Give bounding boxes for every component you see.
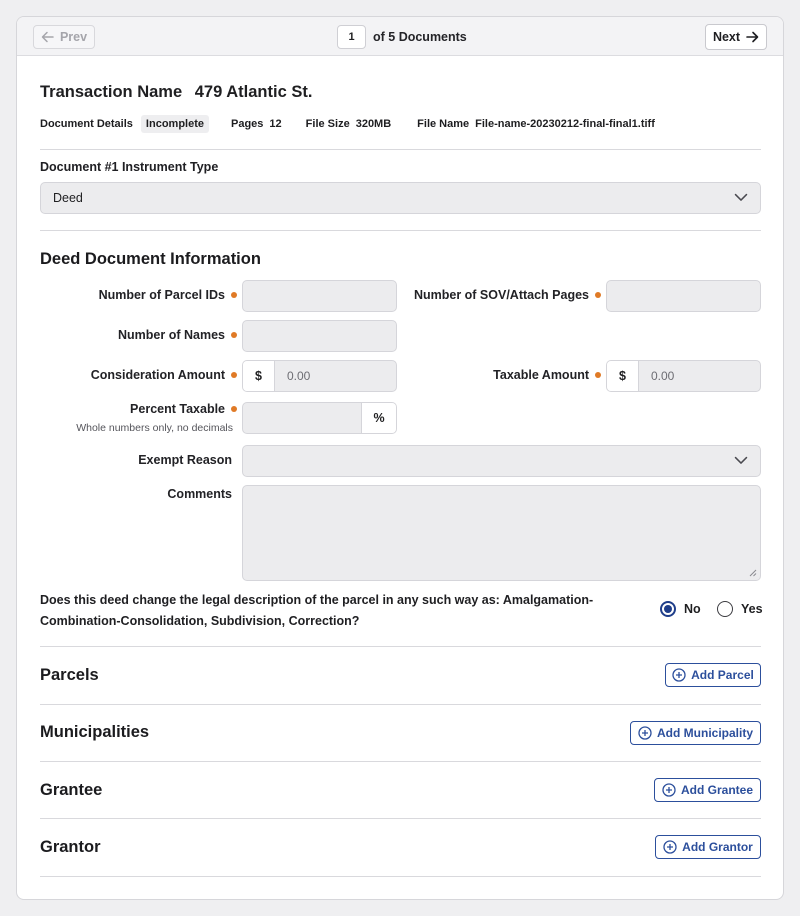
transaction-name-label: Transaction Name xyxy=(40,83,183,101)
add-municipality-label: Add Municipality xyxy=(657,726,753,740)
municipalities-heading: Municipalities xyxy=(40,723,150,741)
next-button[interactable] xyxy=(705,24,767,50)
arrow-right-icon xyxy=(746,31,759,43)
parcel-ids-input[interactable] xyxy=(242,280,397,312)
add-parcel-button[interactable] xyxy=(665,663,761,687)
radio-no-label: No xyxy=(684,602,701,616)
divider xyxy=(40,761,761,762)
plus-circle-icon xyxy=(663,840,677,854)
divider xyxy=(40,876,761,877)
prev-button[interactable] xyxy=(33,25,95,49)
sov-pages-input[interactable] xyxy=(606,280,761,312)
page-total-text: of 5 Documents xyxy=(373,30,467,44)
instrument-type-select[interactable] xyxy=(40,182,761,214)
radio-no[interactable] xyxy=(660,601,676,617)
pages-value: 12 xyxy=(269,118,282,130)
taxable-amount-placeholder: 0.00 xyxy=(651,369,675,383)
pager xyxy=(337,25,467,49)
required-indicator xyxy=(595,292,601,298)
parcel-ids-label: Number of Parcel IDs xyxy=(99,288,237,302)
grantee-heading: Grantee xyxy=(40,781,103,799)
taxable-amount-label: Taxable Amount xyxy=(493,368,601,382)
consideration-amount-input[interactable] xyxy=(242,360,397,392)
divider xyxy=(40,818,761,819)
document-details-row xyxy=(40,115,655,133)
document-nav-bar xyxy=(17,17,783,56)
add-grantee-button[interactable] xyxy=(654,778,761,802)
resize-grip-icon[interactable] xyxy=(747,567,757,577)
exempt-reason-label: Exempt Reason xyxy=(138,453,232,467)
required-indicator xyxy=(595,372,601,378)
required-indicator xyxy=(231,332,237,338)
file-name-value: File-name-20230212-final-final1.tiff xyxy=(475,118,655,130)
status-badge: Incomplete xyxy=(141,115,209,133)
plus-circle-icon xyxy=(638,726,652,740)
percent-taxable-label: Percent Taxable xyxy=(130,402,237,416)
file-name-label: File Name xyxy=(417,118,470,130)
currency-prefix: $ xyxy=(607,361,639,391)
add-municipality-button[interactable] xyxy=(630,721,761,745)
chevron-down-icon xyxy=(734,456,748,465)
exempt-reason-select[interactable] xyxy=(242,445,761,477)
percent-taxable-hint: Whole numbers only, no decimals xyxy=(76,422,233,434)
parcels-heading: Parcels xyxy=(40,666,99,684)
divider xyxy=(40,230,761,231)
percent-suffix: % xyxy=(361,403,396,433)
divider xyxy=(40,149,761,150)
add-grantor-label: Add Grantor xyxy=(682,840,753,854)
comments-textarea[interactable] xyxy=(242,485,761,581)
add-grantor-button[interactable] xyxy=(655,835,761,859)
plus-circle-icon xyxy=(672,668,686,682)
transaction-title xyxy=(40,83,312,102)
deed-info-heading: Deed Document Information xyxy=(40,250,261,268)
required-indicator xyxy=(231,372,237,378)
instrument-type-value: Deed xyxy=(53,191,83,205)
taxable-amount-input[interactable] xyxy=(606,360,761,392)
required-indicator xyxy=(231,406,237,412)
consideration-amount-placeholder: 0.00 xyxy=(287,369,311,383)
divider xyxy=(40,704,761,705)
radio-option-no[interactable] xyxy=(660,601,701,617)
consideration-amount-label: Consideration Amount xyxy=(91,368,237,382)
prev-label: Prev xyxy=(59,30,88,44)
names-input[interactable] xyxy=(242,320,397,352)
arrow-left-icon xyxy=(41,31,54,43)
required-indicator xyxy=(231,292,237,298)
radio-yes[interactable] xyxy=(717,601,733,617)
names-label: Number of Names xyxy=(118,328,237,342)
currency-prefix: $ xyxy=(243,361,275,391)
file-size-label: File Size xyxy=(305,118,350,130)
add-grantee-label: Add Grantee xyxy=(680,783,753,797)
legal-description-question: Does this deed change the legal description of the parcel in any such way as: Amalgamation-Combination-Consolidation, Subdivision, Correction? xyxy=(40,593,594,628)
next-label: Next xyxy=(712,30,741,44)
grantor-heading: Grantor xyxy=(40,838,101,856)
document-details-label: Document Details xyxy=(40,118,133,130)
pages-label: Pages xyxy=(231,118,264,130)
instrument-type-label: Document #1 Instrument Type xyxy=(40,160,219,174)
radio-yes-label: Yes xyxy=(741,602,763,616)
chevron-down-icon xyxy=(734,193,748,202)
comments-label: Comments xyxy=(167,487,232,501)
radio-option-yes[interactable] xyxy=(717,601,763,617)
add-parcel-label: Add Parcel xyxy=(691,668,754,682)
sov-pages-label: Number of SOV/Attach Pages xyxy=(414,288,601,302)
transaction-name-value: 479 Atlantic St. xyxy=(194,83,313,101)
percent-taxable-input[interactable] xyxy=(242,402,397,434)
document-form-card xyxy=(16,16,784,900)
file-size-value: 320MB xyxy=(355,118,392,130)
page-number-input[interactable]: 1 xyxy=(337,25,366,49)
plus-circle-icon xyxy=(662,783,676,797)
divider xyxy=(40,646,761,647)
